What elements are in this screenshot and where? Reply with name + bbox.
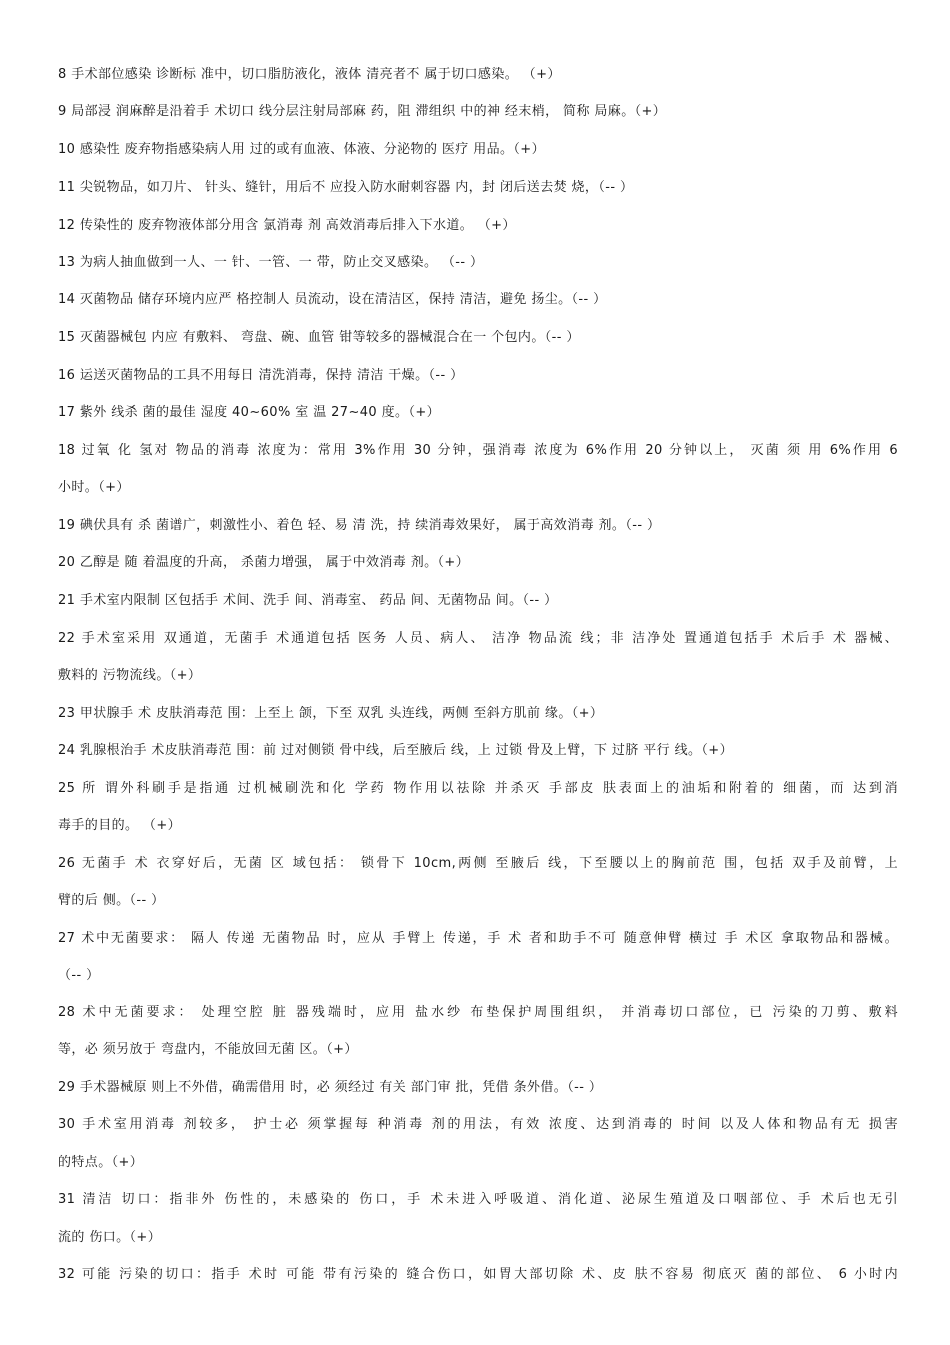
text-line: 21 手术室内限制 区包括手 术间、洗手 间、消毒室、 药品 间、无菌物品 间。（-- ） — [58, 593, 558, 608]
text-line: 9 局部浸 润麻醉是沿着手 术切口 线分层注射局部麻 药，阻 滞组织 中的神 经末梢， 简称 局麻。（+） — [58, 104, 667, 119]
text-line: 32 可能 污染的切口：指手 术时 可能 带有污染的 缝合伤口，如胃大部切除 术、皮 肤不容易 彻底灭 菌的部位、 6 小时内 — [58, 1267, 898, 1282]
text-line: 28 术中无菌要求： 处理空腔 脏 器残端时，应用 盐水纱 布垫保护周围组织， 并消毒切口部位，已 污染的刀剪、敷料 — [58, 1005, 898, 1020]
text-line: 12 传染性的 废弃物液体部分用含 氯消毒 剂 高效消毒后排入下水道。 （+） — [58, 218, 516, 233]
text-line: 19 碘伏具有 杀 菌谱广，刺激性小、着色 轻、易 清 洗，持 续消毒效果好， 属于高效消毒 剂。（-- ） — [58, 518, 661, 533]
text-line: 22 手术室采用 双通道，无菌手 术通道包括 医务 人员、病人、 洁净 物品流 线；非 洁净处 置通道包括手 术后手 术 器械、 — [58, 631, 898, 646]
text-line: 小时。（+） — [58, 480, 130, 495]
text-line: 14 灭菌物品 储存环境内应严 格控制人 员流动，设在清洁区，保持 清洁，避免 扬尘。（-- ） — [58, 292, 607, 307]
text-line: 18 过氧 化 氢对 物品的消毒 浓度为：常用 3%作用 30 分钟，强消毒 浓度为 6%作用 20 分钟以上， 灭菌 须 用 6%作用 6 — [58, 443, 898, 458]
text-line: 16 运送灭菌物品的工具不用每日 清洗消毒，保持 清洁 干燥。（-- ） — [58, 368, 464, 383]
text-line: 31 清洁 切口：指非外 伤性的，未感染的 伤口，手 术未进入呼吸道、消化道、泌尿生殖道及口咽部位、手 术后也无引 — [58, 1192, 898, 1207]
text-line: 敷料的 污物流线。（+） — [58, 668, 202, 683]
text-line: 13 为病人抽血做到一人、一 针、一管、一 带，防止交叉感染。 （-- ） — [58, 255, 484, 270]
text-line: （-- ） — [58, 968, 100, 983]
text-line: 毒手的目的。 （+） — [58, 818, 182, 833]
text-line: 26 无菌手 术 衣穿好后，无菌 区 域包括： 锁骨下 10cm,两侧 至腋后 线，下至腰以上的胸前范 围，包括 双手及前臂，上 — [58, 856, 898, 871]
text-line: 等，必 须另放于 弯盘内，不能放回无菌 区。（+） — [58, 1042, 358, 1057]
text-line: 23 甲状腺手 术 皮肤消毒范 围：上至上 颌，下至 双乳 头连线，两侧 至斜方肌前 缘。（+） — [58, 706, 604, 721]
text-line: 24 乳腺根治手 术皮肤消毒范 围：前 过对侧锁 骨中线，后至腋后 线，上 过锁 骨及上臂，下 过脐 平行 线。（+） — [58, 743, 733, 758]
text-line: 17 紫外 线杀 菌的最佳 湿度 40~60% 室 温 27~40 度。（+） — [58, 405, 441, 420]
text-line: 8 手术部位感染 诊断标 准中，切口脂肪液化，液体 清亮者不 属于切口感染。 （+） — [58, 67, 561, 82]
text-line: 29 手术器械原 则上不外借，确需借用 时，必 须经过 有关 部门审 批，凭借 条外借。（-- ） — [58, 1080, 603, 1095]
text-line: 流的 伤口。（+） — [58, 1230, 162, 1245]
text-line: 25 所 谓外科刷手是指通 过机械刷洗和化 学药 物作用以祛除 并杀灭 手部皮 肤表面上的油垢和附着的 细菌，而 达到消 — [58, 781, 898, 796]
text-line: 的特点。（+） — [58, 1155, 144, 1170]
text-line: 11 尖锐物品，如刀片、 针头、缝针，用后不 应投入防水耐刺容器 内，封 闭后送去焚 烧，（-- ） — [58, 180, 634, 195]
text-line: 27 术中无菌要求： 隔人 传递 无菌物品 时，应从 手臂上 传递，手 术 者和助手不可 随意伸臂 横过 手 术区 拿取物品和器械。 — [58, 931, 898, 946]
text-line: 15 灭菌器械包 内应 有敷料、 弯盘、碗、血管 钳等较多的器械混合在一 个包内。（-- ） — [58, 330, 580, 345]
text-line: 30 手术室用消毒 剂较多， 护士必 须掌握每 种消毒 剂的用法，有效 浓度、达到消毒的 时间 以及人体和物品有无 损害 — [58, 1117, 898, 1132]
text-line: 20 乙醇是 随 着温度的升高， 杀菌力增强， 属于中效消毒 剂。（+） — [58, 555, 470, 570]
text-line: 臂的后 侧。（-- ） — [58, 893, 165, 908]
text-line: 10 感染性 废弃物指感染病人用 过的或有血液、体液、分泌物的 医疗 用品。（+） — [58, 142, 545, 157]
